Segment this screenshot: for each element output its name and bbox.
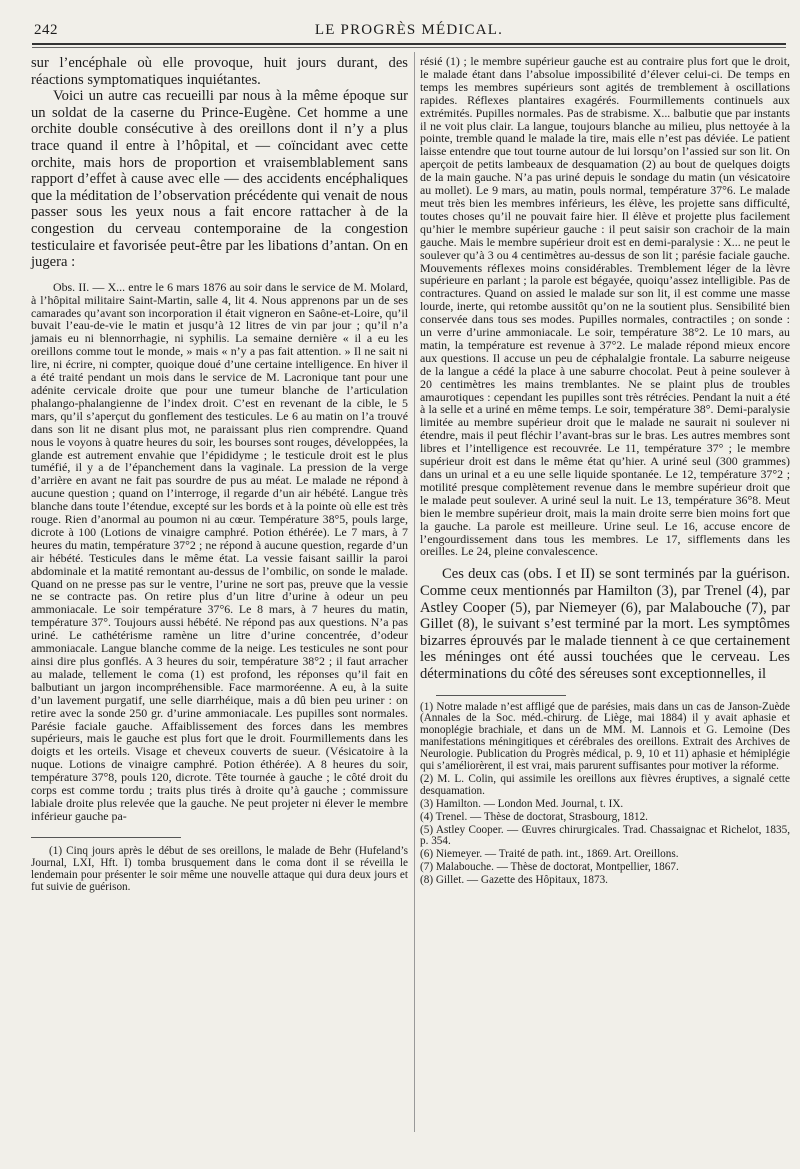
page-number: 242 [34, 22, 58, 38]
footnote-8: (8) Gillet. — Gazette des Hôpitaux, 1873. [420, 874, 608, 887]
conclusion-paragraph: Ces deux cas (obs. I et II) se sont terminés par la guérison. Comme ceux mentionnés par Hamilton (3), par Trenel (4), par Astley Cooper (5), par Niemeyer (6), par Malabouche (7), par Gillet (8), le suivant s’est terminé par la mort. Les symptômes bizarres éprouvés par le malade tiennent à ce que certainement les méninges ont été aussi touchées que le cerveau. Les déterminations du côté des séreuses sont exceptionnelles, il [420, 566, 790, 682]
footnote-4: (4) Trenel. — Thèse de doctorat, Strasbourg, 1812. [420, 810, 648, 823]
observation-continued: résié (1) ; le membre supérieur gauche est au contraire plus fort que le droit, le malade étant dans l’absolue impossibilité d’élever celui-ci. De temps en temps les membres supérieurs sont agités de tremblement à oscillations rapides. Réflexes plantaires exagérés. Fourmillements continuels aux extrémités. Pupilles normales. Pas de strabisme. X... balbutie que par instants il ne voit plus clair. La langue, toujours blanche au milieu, plus nettoyée à la pointe, tremble quand le malade la tire, mais elle n’est pas déviée. Le patient laisse entendre que tout tourne autour de lui lorsqu’on l’assied sur son lit. On aperçoit de petits lambeaux de desquamation (2) au bout de quelques doigts de la main gauche. N’a pas uriné depuis le sondage du matin (un vésicatoire au mollet). Le 9 mars, au matin, pouls normal, température 37°6. Le malade meut très bien les membres inférieurs, les élève, les projette sans difficulté, toutes choses qu’il ne pouvait faire hier. Il élève et projette plus facilement qu’hier le membre supérieur gauche : il peut saisir son crachoir de la main gauche. Mais le membre supérieur droit est en demi-paralysie : X... ne peut le soulever qu’à 3 ou 4 centimètres au-dessus de son lit ; parésie faciale gauche. Mouvements réflexes moins considérables. Tremblement léger de la lèvre supérieure en parlant ; la parole est bégayée, quoiqu’assez intelligible. Pas de contractures. Quand on assied le malade sur son lit, il est comme une masse lourde, inerte, qui retombe aussitôt qu’on ne la soutient plus. Sensibilité bien conservée dans tous ses modes. Pupilles normales, contractiles ; on sonde : un verre d’urine ammoniacale. Le soir, température 38°2. Le 10 mars, au matin, la température est revenue à 37°2. Le malade répond mieux encore aux questions. Il accuse un peu de céphalalgie frontale. La saburre neigeuse de la langue a cédé la place à une saburre chocolat. Peut à peine soulever à 20 centimètres les mains tremblantes. Ne se plaint plus de troubles amaurotiques : cependant les pupilles sont très rétrécies. Pendant la nuit a été à la selle et a uriné en même temps. Le soir, température 38°. Demi-paralysie limitée au membre supérieur droit que le malade ne saurait ni soulever ni étendre, mais il peut fléchir l’avant-bras sur le bras. Les autres membres sont libres et l’intelligence est recouvrée. Le 11, température 37° ; le membre supérieur droit est dans le même état qu’hier. A uriné seul (300 grammes) dans un urinal et a eu une selle liquide spontanée. Le 12, température 37°2 ; motilité presque complètement revenue dans le membre supérieur droit que le malade peut soulever. A uriné seul la nuit. Le 13, température 36°8. Meut bien le membre supérieur droit, mais la main droite serre bien moins fort que la gauche. La parole est meilleure. Urine seul. Le 16, accuse encore de l’engourdissement dans tous les membres. Le 17, sifflements dans les oreilles. Le 24, pleine convalescence. [420, 54, 790, 559]
footnote-3: (3) Hamilton. — London Med. Journal, t. IX. [420, 797, 624, 810]
footnote-7: (7) Malabouche. — Thèse de doctorat, Montpellier, 1867. [420, 861, 679, 874]
case-introduction: Voici un autre cas recueilli par nous à la même époque sur un soldat de la caserne du Prince-Eugène. Cet homme a une orchite double consécutive à des oreillons dont il n’y a plus trace quand il entre à l’hôpital, et — coïncidant avec cette orchite, mais hors de proportion et vraisemblablement sans rapport d’effet à cause avec elle — des accidents encéphaliques que la méditation de l’observation précédente qui venait de nous passer sous les yeux nous a fait encore rattacher à de la congestion du cerveau contemporaine de la congestion testiculaire et favorisée peut-être par les libations d’antan. On en jugera : [31, 88, 408, 271]
intro-paragraph: sur l’encéphale où elle provoque, huit jours durant, des réactions symptomatiques inquiétantes. [31, 55, 408, 88]
footnote-left: (1) Cinq jours après le début de ses oreillons, le malade de Behr (Hufeland’s Journal, LXI, Hft. I) tomba brusquement dans le coma dont il se réveilla le lendemain pour présenter le soir même une nouvelle attaque qui dura deux jours et fut suivie de guérison. [31, 844, 408, 893]
right-column [420, 55, 790, 888]
left-column [31, 55, 408, 894]
observation-text: Obs. II. — X... entre le 6 mars 1876 au soir dans le service de M. Molard, à l’hôpital militaire Saint-Martin, salle 4, lit 4. Nous apprenons par un de ses camarades qu’avant son incorporation il était vigneron en Saône-et-Loire, qu’il buvait l’eau-de-vie le matin et jusqu’à 12 litres de vin par jour ; qu’il n’a jamais eu ni blennorrhagie, ni syphilis. La semaine dernière « il a eu les oreillons comme tout le monde, » mais « n’y a pas fait attention. » Il ne sait ni lire, ni écrire, ni compter, quoique doué d’une certaine intelligence. En hiver il a été traité pendant un mois dans le service de M. Lacronique tant pour une adénite cervicale droite que pour une tumeur blanche de l’articulation phalango-phalangienne de l’index droit. C’est en revenant de la cible, le 5 mars, qu’il s’aperçut du gonflement des testicules. Le 6 au matin on l’a trouvé dans son lit ne disant plus mot, ne paraissant plus rien comprendre. Quand nous le voyons à quatre heures du soir, les bourses sont rouges, développées, la glande est autrement envahie que l’épididyme ; le testicule droit est le plus tuméfié, il y a de l’épanchement dans la vaginale. La pression de la verge d’arrière en avant ne fait pas sourdre de pus au méat. Le malade ne répond à aucune question ; quand on l’interroge, il regarde d’un air hébété. Langue très blanche dans toute l’étendue, excepté sur les bords et à la pointe où elle est très rouge. Rien d’anormal au poumon ni au cœur. Température 38°5, pouls large, dicrote à 100 (Lotions de vinaigre camphré. Potion éthérée). Le 7 mars, à 7 heures du matin, température 37°2 ; ne répond à aucune question, regarde d’un air hébété. Testicules dans le même état. La vessie faisant saillir la paroi abdominale et la matité remontant au-dessus de l’ombilic, on sonde le malade. Quand on ne presse pas sur le ventre, l’urine ne sort pas, preuve que la vessie ne se contracte pas. On retire plus d’un litre d’urine à odeur un peu ammoniacale. Le soir température 37°6. Le 8 mars, à 7 heures du matin, température 37°. Toujours aussi hébété. Ne répond pas aux questions. N’a pas uriné. Le cathétérisme ramène un litre d’urine concentrée, d’odeur ammoniacale. Langue blanche comme de la neige. Les testicules ne sont pour ainsi dire plus gonflés. A 3 heures du soir, température 38°2 ; il faut arracher au malade, tellement le coma (1) est profond, les réponses qu’il fait en balbutiant un jargon incompréhensible. Face marmoréenne. A eu, à la suite d’un lavement purgatif, une selle diarrhéique, mais a dû bien peu uriner : on retire avec la sonde 250 gr. d’urine ammoniacale. Les pupilles sont normales. Parésie faciale gauche. Affaiblissement des forces dans les membres supérieurs, mais le gauche est plus fort que le droit. Fourmillements dans les doigts et les orteils. Visage et cheveux couverts de sueur. (Vésicatoire à la nuque. Lotions de vinaigre camphré. Potion éthérée). A 8 heures du soir, température 37°8, pouls 120, dicrote. Tête tournée à gauche ; le côté droit du corps est comme tordu ; traits plus tirés à droite qu’à gauche ; commissure labiale droite plus relevée que la gauche. Ne peut projeter ni élever le membre inférieur gauche pa- [31, 279, 408, 823]
header-rule [32, 43, 786, 45]
footnote-2: (2) M. L. Colin, qui assimile les oreillons aux fièvres éruptives, a signalé cette desquamation. [420, 772, 790, 797]
running-title: LE PROGRÈS MÉDICAL. [314, 22, 504, 38]
column-divider [414, 52, 415, 1132]
page-header [32, 22, 786, 42]
footnote-6: (6) Niemeyer. — Traité de path. int., 1869. Art. Oreillons. [420, 848, 679, 861]
header-rule-thin [32, 47, 786, 48]
footnote-separator [31, 837, 181, 838]
footnote-5: (5) Astley Cooper. — Œuvres chirurgicales. Trad. Chassaignac et Richelot, 1835, p. 354. [420, 823, 790, 848]
footnote-separator-right [436, 695, 566, 696]
footnote-1: (1) Notre malade n’est affligé que de parésies, mais dans un cas de Janson-Zuède (Annales de la Soc. méd.-chirurg. de Liège, mai 1884) il y avait aphasie et monoplégie brachiale, et dans un de MM. M. Lannois et G. Lemoine (Des manifestations méningitiques et cérébrales des oreillons. Extrait des Archives de Neurologie. Publication du Progrès médical, p. 9, 10 et 11) aphasie et hémiplégie qui s’améliorèrent, il est vrai, mais parurent suffisantes pour motiver la réforme. [420, 700, 790, 773]
